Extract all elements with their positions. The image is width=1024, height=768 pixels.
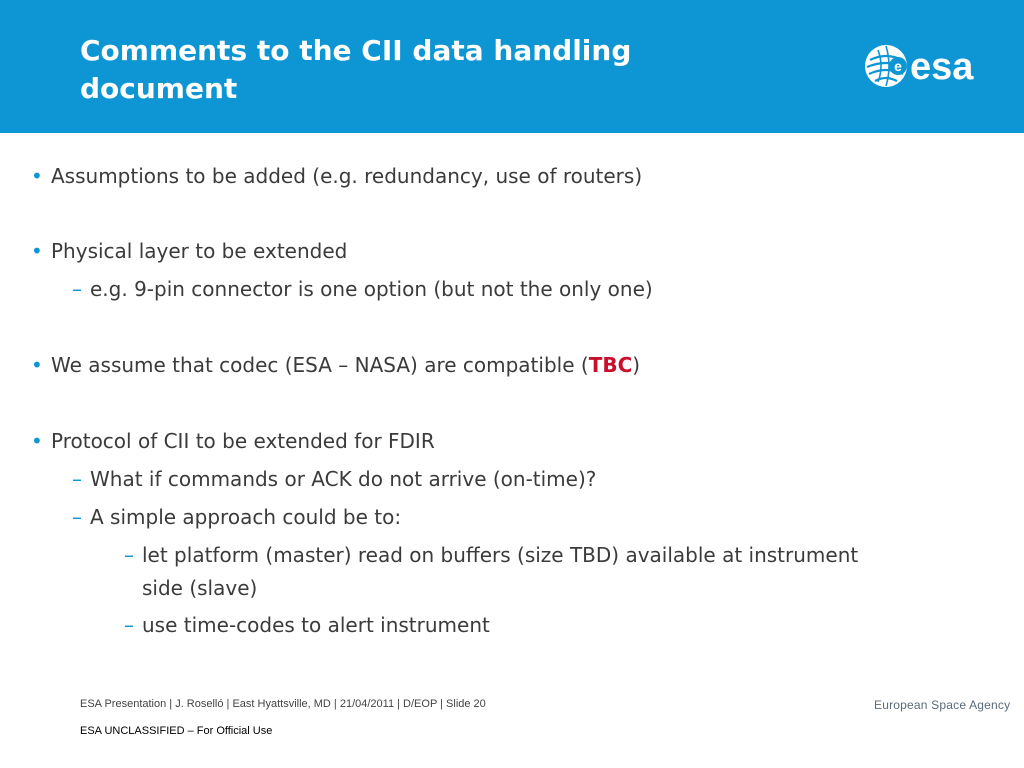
list-item [124, 609, 490, 642]
bullet-marker: • [31, 353, 43, 377]
dash-marker: – [124, 613, 134, 637]
list-item [124, 539, 859, 605]
esa-globe-icon [865, 45, 907, 87]
bullet-text: Physical layer to be extended [51, 239, 348, 263]
list-item [31, 425, 435, 458]
bullet-text: A simple approach could be to: [90, 505, 402, 529]
bullet-text: We assume that codec (ESA – NASA) are compatible ( [51, 353, 589, 377]
footer-agency-name: European Space Agency [874, 698, 1011, 712]
list-item [72, 273, 653, 306]
esa-logo [864, 42, 1000, 90]
bullet-text-end: ) [632, 353, 641, 377]
list-item [31, 349, 641, 382]
dash-marker: – [124, 543, 134, 567]
title-banner [0, 0, 1024, 133]
svg-text:e: e [894, 58, 902, 74]
bullet-text: What if commands or ACK do not arrive (on-time)? [90, 467, 597, 491]
bullet-marker: • [31, 164, 43, 188]
bullet-marker: • [31, 429, 43, 453]
footer-presentation-info: ESA Presentation | J. Roselló | East Hyattsville, MD | 21/04/2011 | D/EOP | Slide 20 [80, 698, 486, 710]
dash-marker: – [72, 277, 82, 301]
bullet-text-continuation: side (slave) [142, 576, 258, 600]
list-item [72, 501, 402, 534]
bullet-text: let platform (master) read on buffers (size TBD) available at instrument [142, 543, 859, 567]
bullet-text: Assumptions to be added (e.g. redundancy, use of routers) [51, 164, 643, 188]
list-item [72, 463, 597, 496]
footer-classification: ESA UNCLASSIFIED – For Official Use [80, 725, 273, 737]
bullet-text: use time-codes to alert instrument [142, 613, 490, 637]
tbc-highlight: TBC [588, 353, 633, 377]
bullet-text: Protocol of CII to be extended for FDIR [51, 429, 435, 453]
slide-title-line2: document [80, 72, 238, 105]
bullet-text: e.g. 9-pin connector is one option (but not the only one) [90, 277, 653, 301]
dash-marker: – [72, 505, 82, 529]
list-item [31, 235, 348, 268]
list-item [31, 160, 643, 193]
esa-logo-text: esa [910, 46, 974, 88]
dash-marker: – [72, 467, 82, 491]
slide-title-line1: Comments to the CII data handling [80, 34, 632, 67]
bullet-marker: • [31, 239, 43, 263]
slide-title [80, 32, 800, 108]
